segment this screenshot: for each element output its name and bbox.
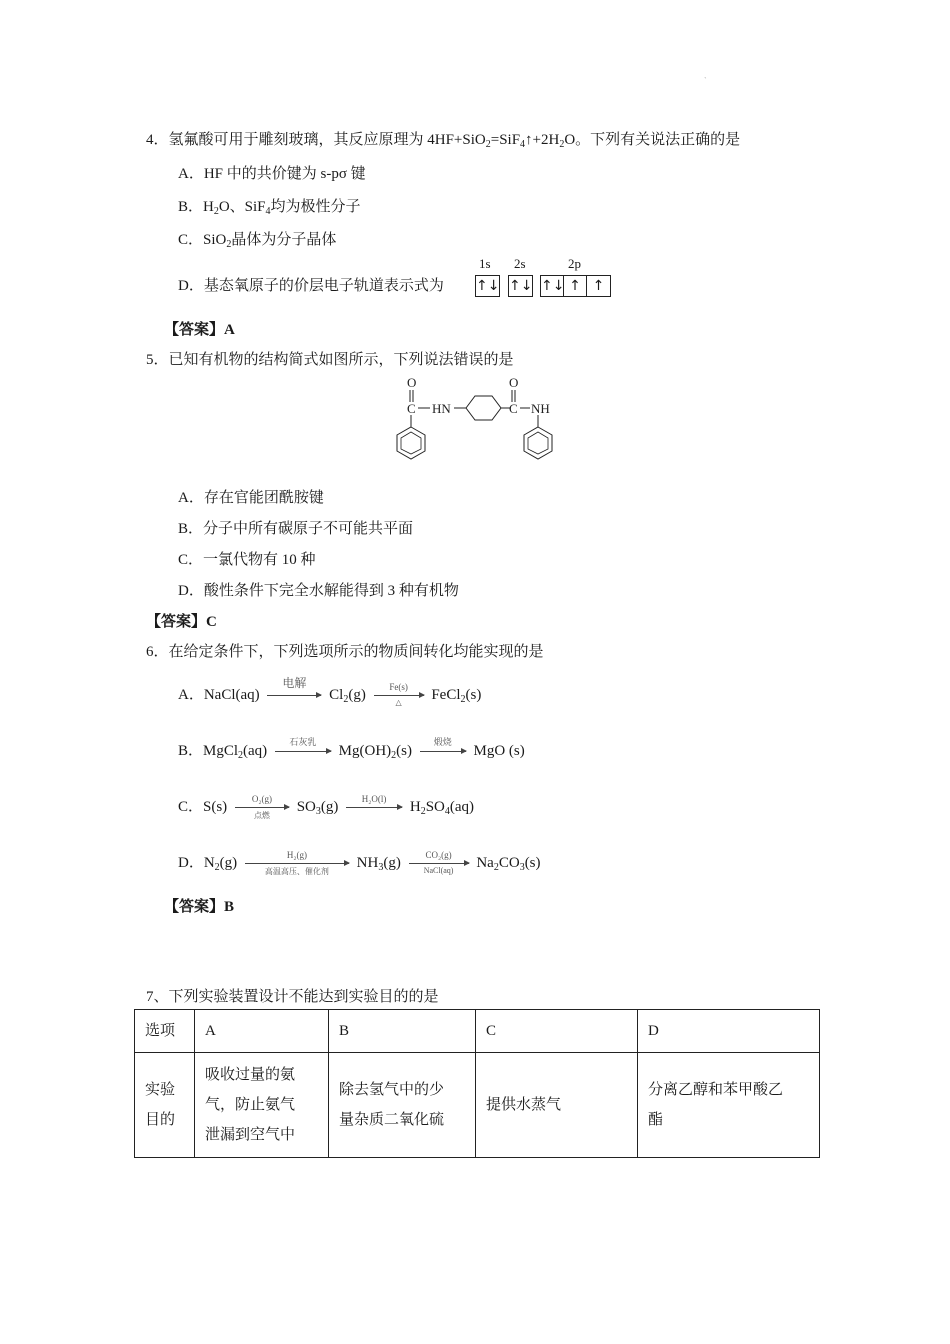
q7-stem: 7、下列实验装置设计不能达到实验目的的是 [146, 989, 439, 1005]
q4-stem: 4．氢氟酸可用于雕刻玻璃，其反应原理为 $4HF+SiO_2=SiF_4↑+2H_2O$。下列有关说法正确的是 [146, 132, 741, 150]
header-a: A [195, 1010, 329, 1053]
q6-option-d: D．$N_2(g)$ H₂(g) 高温高压、催化剂 $NH_3(g)$ CO₂(g) NaCl(aq) $Na_2CO_3(s)$ [178, 850, 541, 877]
struct-hn: HN [432, 401, 451, 416]
q6-option-a: A．NaCl(aq) 电解 $Cl_2(g)$ Fe(s) △ FeCl$_2$(s) [178, 676, 482, 708]
struct-c-left: C [407, 401, 416, 416]
reaction-arrow: H₂(g) 高温高压、催化剂 [245, 863, 349, 864]
orbital-cell: ↑ [592, 278, 605, 294]
experiment-table [134, 1009, 820, 1158]
q5-answer: 【答案】C [146, 614, 217, 630]
page-mark: ` [704, 76, 707, 85]
orbital-cell: ↑↓ [509, 278, 533, 294]
cell-b: 除去氢气中的少 量杂质二氧化硫 [329, 1053, 476, 1158]
orbital-cell: ↑ [564, 276, 587, 296]
reaction-arrow: Fe(s) △ [374, 695, 424, 696]
q5-option-c: C．一氯代物有 10 种 [178, 552, 316, 568]
q4-option-c: C．SiO$_2$晶体为分子晶体 [178, 232, 337, 250]
structure-diagram [380, 372, 570, 468]
header-option: 选项 [135, 1010, 195, 1053]
cell-d: 分离乙醇和苯甲酸乙 酯 [638, 1053, 820, 1158]
q4-answer: 【答案】A [164, 322, 235, 338]
struct-o-right: O [509, 375, 519, 390]
reaction-arrow: H₂O(l) [346, 807, 402, 808]
orbital-label-1s: 1s [479, 256, 491, 271]
struct-o-left: O [407, 375, 417, 390]
reaction-arrow: CO₂(g) NaCl(aq) [409, 863, 469, 864]
reaction-arrow: 电解 [267, 695, 321, 696]
reaction-arrow: 煅烧 [420, 751, 466, 752]
orbital-label-2p: 2p [568, 256, 581, 271]
struct-nh: NH [531, 401, 550, 416]
orbital-cell: ↑↓ [541, 278, 565, 294]
reaction-arrow: 石灰乳 [275, 751, 331, 752]
q4-option-d: D．基态氧原子的价层电子轨道表示式为 [178, 278, 444, 294]
q4-option-b: B．$H_2O$、SiF$_4$均为极性分子 [178, 199, 361, 217]
orbital-label-2s: 2s [514, 256, 526, 271]
cell-a: 吸收过量的氨 气，防止氨气 泄漏到空气中 [195, 1053, 329, 1158]
q5-option-b: B．分子中所有碳原子不可能共平面 [178, 521, 414, 537]
header-d: D [638, 1010, 820, 1053]
table-row [135, 1053, 820, 1158]
orbital-cell: ↑↓ [476, 278, 500, 294]
row-label: 实验 目的 [135, 1053, 195, 1158]
reaction-arrow: O₂(g) 点燃 [235, 807, 289, 808]
q6-stem: 6．在给定条件下，下列选项所示的物质间转化均能实现的是 [146, 644, 544, 660]
q5-stem: 5．已知有机物的结构简式如图所示，下列说法错误的是 [146, 352, 514, 368]
orbital-box-1s [475, 275, 500, 297]
orbital-box-2p [540, 275, 611, 297]
orbital-box-2s [508, 275, 533, 297]
header-b: B [329, 1010, 476, 1053]
struct-c-right: C [509, 401, 518, 416]
q6-option-c: C．S(s) O₂(g) 点燃 $SO_3(g)$ H₂O(l) $H_2SO_4(aq)$ [178, 794, 475, 821]
table-header-row [135, 1010, 820, 1053]
q5-option-a: A．存在官能团酰胺键 [178, 490, 324, 506]
header-c: C [476, 1010, 638, 1053]
q6-answer: 【答案】B [164, 899, 235, 915]
q4-option-a: A．HF 中的共价键为 s-pσ 键 [178, 166, 366, 182]
cell-c: 提供水蒸气 [476, 1053, 638, 1158]
q6-option-b: B．MgCl$_2$(aq) 石灰乳 $Mg(OH)_2(s)$ 煅烧 MgO (s) [178, 737, 525, 761]
q5-option-d: D．酸性条件下完全水解能得到 3 种有机物 [178, 583, 459, 599]
